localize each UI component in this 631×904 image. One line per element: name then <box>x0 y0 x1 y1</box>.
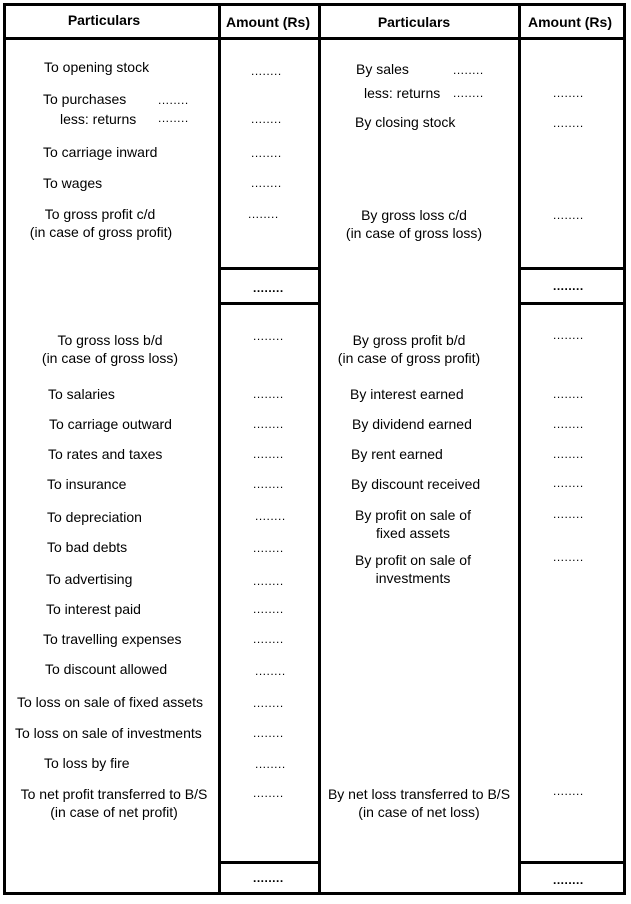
amount-net-loss: ........ <box>553 784 584 798</box>
amount-insurance: ........ <box>253 477 284 491</box>
item-net-loss-note: (in case of net loss) <box>358 804 480 820</box>
amount-loss-fixed-assets: ........ <box>253 696 284 710</box>
item-discount-allowed: To discount allowed <box>45 661 168 677</box>
sales-inner-amount: ........ <box>453 63 484 77</box>
item-gross-loss-bd: To gross loss b/d <box>57 332 163 348</box>
amount-net-sales: ........ <box>553 86 584 100</box>
amount-carriage-inward: ........ <box>251 146 282 160</box>
item-loss-fire: To loss by fire <box>44 755 130 771</box>
trading-total-top-right <box>518 267 626 270</box>
item-purchases-less-returns: less: returns <box>60 111 137 127</box>
trading-total-bottom-left <box>218 302 321 305</box>
header-particulars-right: Particulars <box>377 14 451 30</box>
item-net-loss: By net loss transferred to B/S <box>327 786 511 802</box>
item-interest-paid: To interest paid <box>46 601 141 617</box>
column-divider-right-amount <box>518 3 521 895</box>
purchases-inner-amount: ........ <box>158 93 189 107</box>
item-rates-taxes: To rates and taxes <box>48 446 163 462</box>
item-loss-investments: To loss on sale of investments <box>15 725 202 741</box>
item-bad-debts: To bad debts <box>47 539 128 555</box>
trading-total-left: ........ <box>253 281 284 295</box>
sales-returns-inner-amount: ........ <box>453 86 484 100</box>
item-gross-loss-cd: By gross loss c/d <box>361 207 467 223</box>
amount-gross-loss-bd: ........ <box>253 329 284 343</box>
item-gross-profit-cd-note: (in case of gross profit) <box>29 224 173 240</box>
item-gross-loss-bd-note: (in case of gross loss) <box>41 350 179 366</box>
border-right <box>623 3 626 895</box>
amount-discount-allowed: ........ <box>255 664 286 678</box>
purchases-returns-inner-amount: ........ <box>158 111 189 125</box>
item-gross-profit-bd-note: (in case of gross profit) <box>337 350 481 366</box>
amount-gross-profit-cd: ........ <box>248 207 279 221</box>
item-interest-earned: By interest earned <box>350 386 464 402</box>
amount-discount-received: ........ <box>553 476 584 490</box>
item-closing-stock: By closing stock <box>355 114 456 130</box>
border-bottom <box>3 892 626 895</box>
amount-rates-taxes: ........ <box>253 447 284 461</box>
item-profit-investments-line2: investments <box>375 570 451 586</box>
amount-gross-profit-bd: ........ <box>553 328 584 342</box>
item-loss-fixed-assets: To loss on sale of fixed assets <box>17 694 203 710</box>
item-depreciation: To depreciation <box>47 509 142 525</box>
item-advertising: To advertising <box>46 571 133 587</box>
border-top <box>3 3 626 6</box>
header-amount-left: Amount (Rs) <box>226 14 310 30</box>
item-opening-stock: To opening stock <box>44 59 150 75</box>
item-carriage-outward: To carriage outward <box>49 416 172 432</box>
amount-carriage-outward: ........ <box>253 417 284 431</box>
amount-rent-earned: ........ <box>553 447 584 461</box>
amount-closing-stock: ........ <box>553 116 584 130</box>
item-carriage-inward: To carriage inward <box>43 144 158 160</box>
amount-salaries: ........ <box>253 387 284 401</box>
item-insurance: To insurance <box>47 476 127 492</box>
item-gross-loss-cd-note: (in case of gross loss) <box>345 225 483 241</box>
item-rent-earned: By rent earned <box>351 446 443 462</box>
amount-profit-fixed-assets: ........ <box>553 507 584 521</box>
header-amount-right: Amount (Rs) <box>528 14 612 30</box>
item-wages: To wages <box>43 175 103 191</box>
header-particulars-left: Particulars <box>67 12 141 28</box>
amount-bad-debts: ........ <box>253 541 284 555</box>
amount-gross-loss-cd: ........ <box>553 208 584 222</box>
item-net-profit: To net profit transferred to B/S <box>20 786 208 802</box>
amount-travelling-expenses: ........ <box>253 632 284 646</box>
item-sales-less-returns: less: returns <box>364 85 441 101</box>
amount-advertising: ........ <box>253 574 284 588</box>
trading-total-top-left <box>218 267 321 270</box>
pl-total-top-left <box>218 861 321 864</box>
item-dividend-earned: By dividend earned <box>352 416 472 432</box>
item-salaries: To salaries <box>48 386 115 402</box>
item-discount-received: By discount received <box>351 476 481 492</box>
amount-net-purchases: ........ <box>251 112 282 126</box>
item-profit-fixed-assets-line1: By profit on sale of <box>355 507 471 523</box>
amount-profit-investments: ........ <box>553 550 584 564</box>
amount-dividend-earned: ........ <box>553 417 584 431</box>
item-gross-profit-cd: To gross profit c/d <box>44 206 156 222</box>
amount-depreciation: ........ <box>255 509 286 523</box>
item-gross-profit-bd: By gross profit b/d <box>352 332 466 348</box>
pl-total-left: ........ <box>253 871 284 885</box>
item-travelling-expenses: To travelling expenses <box>43 631 182 647</box>
border-left <box>3 3 6 895</box>
pl-total-top-right <box>518 861 626 864</box>
item-net-profit-note: (in case of net profit) <box>50 804 178 820</box>
amount-loss-fire: ........ <box>255 757 286 771</box>
trading-total-right: ........ <box>553 279 584 293</box>
item-sales: By sales <box>356 61 409 77</box>
amount-net-profit: ........ <box>253 786 284 800</box>
amount-interest-paid: ........ <box>253 602 284 616</box>
item-profit-fixed-assets-line2: fixed assets <box>376 525 450 541</box>
amount-opening-stock: ........ <box>251 64 282 78</box>
item-profit-investments-line1: By profit on sale of <box>355 552 471 568</box>
amount-interest-earned: ........ <box>553 387 584 401</box>
pl-total-right: ........ <box>553 873 584 887</box>
amount-loss-investments: ........ <box>253 726 284 740</box>
trading-total-bottom-right <box>518 302 626 305</box>
header-underline <box>3 37 626 40</box>
amount-wages: ........ <box>251 176 282 190</box>
column-divider-left-amount <box>218 3 221 895</box>
column-divider-middle <box>318 3 321 895</box>
item-purchases: To purchases <box>43 91 127 107</box>
